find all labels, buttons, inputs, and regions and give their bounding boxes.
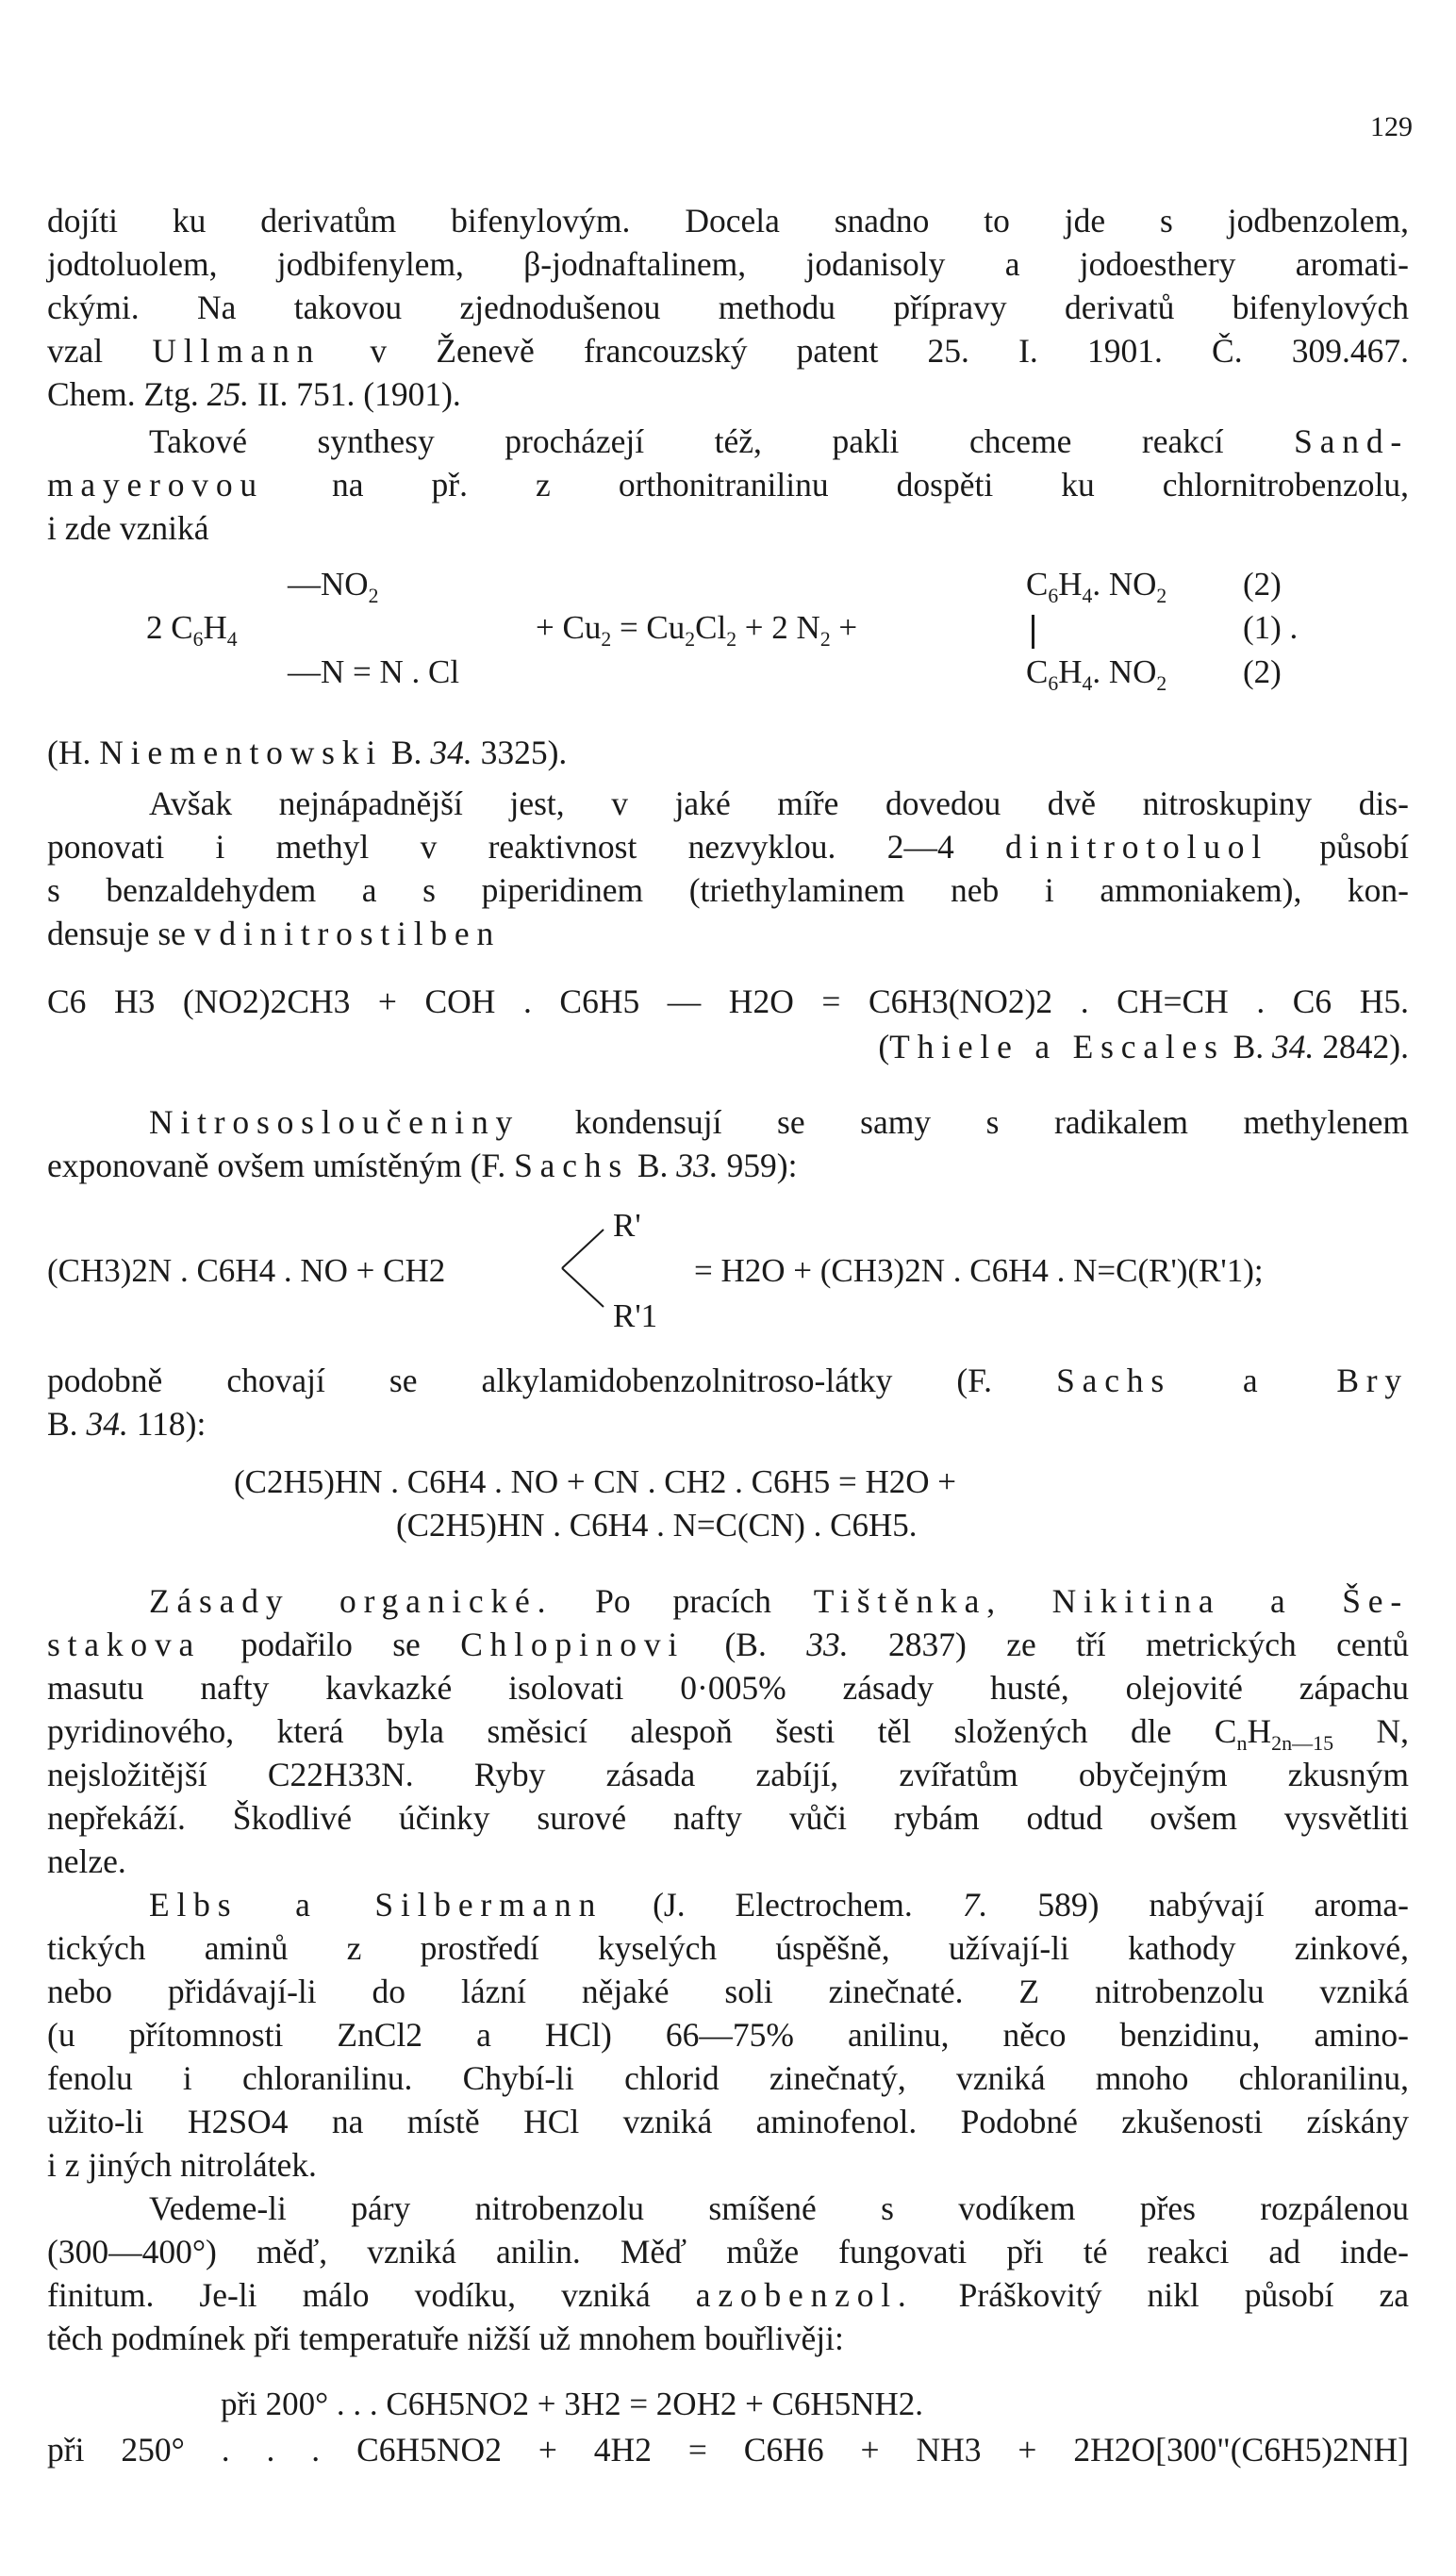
text-run: vzal	[47, 332, 104, 370]
volume-number: 25.	[207, 375, 249, 413]
paragraph-6-line-6: nepřekáží. Škodlivé účinky surové nafty vůči rybám odtud ovšem vysvětliti	[47, 1799, 1409, 1837]
paragraph-1-line-5	[47, 373, 1409, 417]
text-run: kondensují se samy s radikalem methylenem	[574, 1103, 1410, 1141]
formula-3-right: = H2O + (CH3)2N . C6H4 . N=C(R')(R'1);	[694, 1252, 1264, 1289]
bond-line	[1032, 615, 1034, 649]
text-run: B.	[390, 734, 422, 771]
paragraph-2-line-3: i zde vzniká	[47, 509, 209, 547]
formula-5-line-2: při 250° . . . C6H5NO2 + 4H2 = C6H6 + NH3 + 2H2O[300"(C6H5)2NH]	[47, 2431, 1409, 2469]
text-run: H	[1247, 1712, 1272, 1750]
paragraph-3-line-3: s benzaldehydem a s piperidinem (triethylaminem neb i ammoniakem), kon-	[47, 871, 1409, 909]
subscript: 2	[368, 585, 379, 607]
volume-number: 34.	[86, 1405, 128, 1443]
text-run: v Ženevě francouzský patent 25. I. 1901. Č. 309.467.	[370, 332, 1410, 370]
formula-1-no2-branch	[288, 566, 379, 607]
author-name: mayerovou	[47, 466, 264, 504]
topic-term: Zásady organické.	[149, 1582, 554, 1620]
text-run: B.	[637, 1147, 669, 1184]
subscript: 4	[226, 628, 238, 651]
paragraph-2-line-2	[47, 464, 1409, 507]
text-run: N,	[1376, 1712, 1410, 1750]
paragraph-7-line-3: nebo přidávají-li do lázní nějaké soli zinečnaté. Z nitrobenzolu vzniká	[47, 1973, 1409, 2010]
text-run: (H.	[47, 734, 91, 771]
formula-1-product-top	[1026, 566, 1167, 607]
paragraph-2-line-1	[149, 421, 1409, 464]
paragraph-6-line-4	[47, 1710, 1409, 1754]
text-run: podařilo se	[240, 1626, 421, 1663]
topic-term: Nitrososloučeniny	[149, 1103, 521, 1141]
formula-1-product-bottom	[1026, 653, 1167, 695]
text-run: (B.	[724, 1626, 767, 1663]
volume-number: 33.	[676, 1147, 719, 1184]
paragraph-6-line-1	[149, 1580, 1409, 1624]
paragraph-3-line-2	[47, 826, 1409, 869]
formula-5-line-1: při 200° . . . C6H5NO2 + 3H2 = 2OH2 + C6H5NH2.	[221, 2386, 924, 2422]
subscript: 6	[1048, 585, 1059, 607]
text-run: ponovati i methyl v reaktivnost nezvyklou. 2—4	[47, 828, 954, 866]
text-run: 959):	[726, 1147, 798, 1184]
paragraph-3-line-1: Avšak nejnápadnější jest, v jaké míře dovedou dvě nitroskupiny dis-	[149, 784, 1409, 822]
compound-name: dinitrostilben	[219, 915, 502, 952]
author-name: Sand-	[1294, 422, 1410, 460]
paragraph-1-line-1: dojíti ku derivatům bifenylovým. Docela snadno to jde s jodbenzolem,	[47, 202, 1409, 239]
paragraph-4-line-2	[47, 1145, 1409, 1188]
author-name: Sachs a Bry	[1056, 1362, 1409, 1399]
text-run: na př. z orthonitranilinu dospěti ku chlornitrobenzolu,	[332, 466, 1410, 504]
author-name: Niementowski	[99, 734, 383, 771]
formula-1-diazo-branch: —N = N . Cl	[288, 653, 460, 690]
text-run: B.	[1233, 1028, 1265, 1065]
formula-3-r-top: R'	[613, 1207, 641, 1244]
text-run: Po pracích	[595, 1582, 771, 1620]
paragraph-6-line-7: nelze.	[47, 1842, 126, 1880]
paragraph-5-line-1	[47, 1360, 1409, 1403]
formula-1-number-top: (2)	[1243, 566, 1282, 603]
page-number: 129	[1370, 111, 1413, 142]
volume-number: 7.	[962, 1886, 988, 1924]
paragraph-1-line-4	[47, 330, 1409, 373]
paragraph-5-line-2	[47, 1403, 1409, 1446]
compound-name: azobenzol.	[695, 2276, 914, 2314]
formula-3-left: (CH3)2N . C6H4 . NO + CH2	[47, 1252, 446, 1289]
formula-1-number-bottom: (2)	[1243, 653, 1282, 690]
paragraph-1-line-2: jodtoluolem, jodbifenylem, β-jodnaftalinem, jodanisoly a jodoesthery aromati-	[47, 245, 1409, 283]
paragraph-7-line-7: i z jiných nitrolátek.	[47, 2146, 317, 2184]
text-run: působí	[1319, 828, 1410, 866]
formula-3-r-bottom: R'1	[613, 1297, 658, 1334]
author-name: Thiele a Escales	[889, 1028, 1225, 1065]
text-run: II. 751. (1901).	[256, 375, 461, 413]
author-name: Sachs	[514, 1147, 629, 1184]
formula-part: —NO	[288, 566, 369, 603]
formula-part: H	[203, 609, 227, 646]
formula-part: . NO	[1092, 653, 1157, 690]
author-name: Elbs a Silbermann	[149, 1886, 604, 1924]
paragraph-8-line-3	[47, 2274, 1409, 2318]
paragraph-1-line-3: ckými. Na takovou zjednodušenou methodu přípravy derivatů bifenylových	[47, 289, 1409, 326]
subscript: 6	[192, 628, 204, 651]
paragraph-6-line-5: nejsložitější C22H33N. Ryby zásada zabíjí, zvířatům obyčejným zkusným	[47, 1756, 1409, 1793]
text-run: pyridinového, která byla směsicí alespoň šesti těl složených dle C	[47, 1712, 1237, 1750]
formula-part: = Cu	[611, 609, 686, 646]
text-run: 118):	[136, 1405, 207, 1443]
formula-part: H	[1058, 653, 1083, 690]
text-run: finitum. Je-li málo vodíku, vzniká	[47, 2276, 651, 2314]
formula-part: Cl	[695, 609, 727, 646]
subscript: 4	[1082, 585, 1093, 607]
compound-name: dinitrotoluol	[1005, 828, 1269, 866]
subscript: 2	[1156, 672, 1167, 695]
subscript: 2n—15	[1271, 1731, 1334, 1756]
text-run: Takové synthesy procházejí též, pakli chceme reakcí	[149, 422, 1224, 460]
paragraph-7-line-1	[149, 1884, 1409, 1927]
formula-part: + Cu	[536, 609, 602, 646]
paragraph-6-line-2	[47, 1624, 1409, 1667]
subscript: 6	[1048, 672, 1059, 695]
text-run: (J. Electrochem.	[653, 1886, 913, 1924]
formula-1-reactant	[146, 609, 238, 651]
text-run: 2842).	[1322, 1028, 1409, 1065]
subscript: 2	[819, 628, 831, 651]
paragraph-7-line-2: tických aminů z prostředí kyselých úspěšně, užívají-li kathody zinkové,	[47, 1929, 1409, 1967]
formula-part: C	[1026, 566, 1049, 603]
formula-1-middle	[536, 609, 858, 651]
volume-number: 34.	[1272, 1028, 1315, 1065]
formula-1-number-middle: (1) .	[1243, 609, 1299, 646]
text-run: B.	[47, 1405, 78, 1443]
text-run: podobně chovají se alkylamidobenzolnitroso-látky (F.	[47, 1362, 992, 1399]
text-run: exponovaně ovšem umístěným (F.	[47, 1147, 506, 1184]
formula-part: + 2 N	[736, 609, 820, 646]
formula-part: . NO	[1092, 566, 1157, 603]
text-run: 3325).	[480, 734, 568, 771]
subscript: 2	[1156, 585, 1167, 607]
paragraph-8-line-4: těch podmínek při temperatuře nižší už mnohem bouřlivěji:	[47, 2320, 844, 2357]
paragraph-7-line-6: užito-li H2SO4 na místě HCl vzniká aminofenol. Podobné zkušenosti získány	[47, 2103, 1409, 2140]
formula-part: +	[830, 609, 858, 646]
subscript: 2	[601, 628, 612, 651]
text-run: 589) nabývají aroma-	[1037, 1886, 1410, 1924]
paragraph-8-line-2: (300—400°) měď, vzniká anilin. Měď může fungovati při té reakci ad inde-	[47, 2233, 1409, 2271]
formula-part: 2 C	[146, 609, 193, 646]
journal-name: Chem. Ztg.	[47, 375, 199, 413]
subscript: 2	[685, 628, 696, 651]
author-name: Tištěnka, Nikitina a Še-	[813, 1582, 1410, 1620]
branch-lines	[558, 1216, 607, 1320]
volume-number: 33.	[806, 1626, 849, 1663]
text-run: 2837) ze tří metrických centů	[887, 1626, 1409, 1663]
author-name: stakova	[47, 1626, 202, 1663]
text-run: Práškovitý nikl působí za	[958, 2276, 1410, 2314]
formula-4-line-2: (C2H5)HN . C6H4 . N=C(CN) . C6H5.	[396, 1507, 918, 1544]
reference-1	[47, 732, 1409, 775]
paragraph-8-line-1: Vedeme-li páry nitrobenzolu smíšené s vodíkem přes rozpálenou	[149, 2189, 1409, 2227]
formula-2-equation: C6 H3 (NO2)2CH3 + COH . C6H5 — H2O = C6H3(NO2)2 . CH=CH . C6 H5.	[47, 983, 1409, 1020]
volume-number: 34.	[430, 734, 472, 771]
paragraph-7-line-5: fenolu i chloranilinu. Chybí-li chlorid zinečnatý, vzniká mnoho chloranilinu,	[47, 2059, 1409, 2097]
paragraph-4-line-1	[149, 1101, 1409, 1145]
author-name: Chlopinovi	[460, 1626, 686, 1663]
formula-part: H	[1058, 566, 1083, 603]
subscript: 4	[1082, 672, 1093, 695]
author-name: Ullmann	[152, 332, 322, 370]
paragraph-3-line-4	[47, 913, 1409, 956]
subscript: 2	[726, 628, 737, 651]
formula-2-reference: (Thiele a Escales B. 34. 2842).	[878, 1028, 1409, 1065]
formula-4-line-1: (C2H5)HN . C6H4 . NO + CN . CH2 . C6H5 = H2O +	[234, 1463, 957, 1500]
text-run: densuje se v	[47, 915, 211, 952]
subscript: n	[1236, 1731, 1248, 1756]
paragraph-7-line-4: (u přítomnosti ZnCl2 a HCl) 66—75% anilinu, něco benzidinu, amino-	[47, 2016, 1409, 2054]
paragraph-6-line-3: masutu nafty kavkazké isolovati 0·005% zásady husté, olejovité zápachu	[47, 1669, 1409, 1707]
formula-part: C	[1026, 653, 1049, 690]
